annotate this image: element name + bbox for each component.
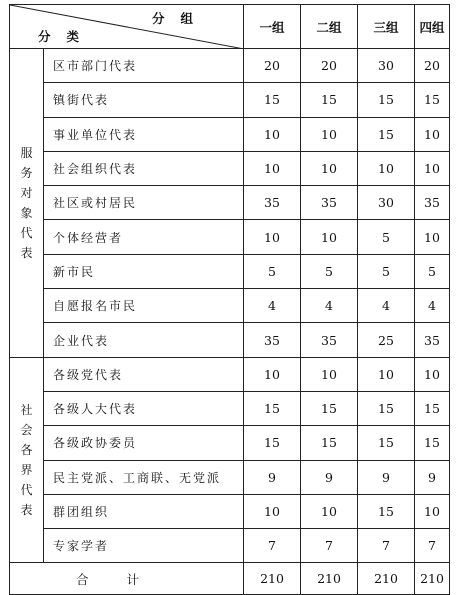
group-3-total: 210 (358, 563, 415, 595)
group-2-value: 35 (301, 186, 358, 220)
group-1-value: 5 (244, 254, 301, 288)
row-label: 镇街代表 (44, 83, 244, 117)
row-label: 各级政协委员 (44, 426, 244, 460)
table-row (10, 494, 450, 528)
section-category-label: 社会各界代表 (20, 403, 33, 518)
group-4-value: 10 (415, 220, 450, 254)
group-4-value: 4 (415, 289, 450, 323)
group-3-value: 15 (358, 83, 415, 117)
row-label: 群团组织 (44, 494, 244, 528)
group-2-value: 15 (301, 391, 358, 425)
group-4-total: 210 (415, 563, 450, 595)
group-1-value: 15 (244, 426, 301, 460)
row-label: 自愿报名市民 (44, 289, 244, 323)
row-label: 专家学者 (44, 529, 244, 563)
table-row (10, 117, 450, 151)
row-label: 个体经营者 (44, 220, 244, 254)
diagonal-header-cell (10, 5, 244, 49)
group-1-value: 35 (244, 186, 301, 220)
table-row (10, 323, 450, 357)
row-label: 社区或村居民 (44, 186, 244, 220)
group-4-value: 15 (415, 391, 450, 425)
group-2-value: 15 (301, 83, 358, 117)
table-row (10, 426, 450, 460)
table-row (10, 529, 450, 563)
group-header-4: 四组 (415, 5, 450, 49)
group-3-value: 5 (358, 220, 415, 254)
table-row (10, 357, 450, 391)
group-2-value: 10 (301, 220, 358, 254)
delegate-allocation-table (9, 4, 450, 595)
group-3-value: 15 (358, 391, 415, 425)
row-label: 民主党派、工商联、无党派 (44, 460, 244, 494)
total-row (10, 563, 450, 595)
group-4-value: 15 (415, 426, 450, 460)
group-3-value: 15 (358, 117, 415, 151)
group-4-value: 20 (415, 49, 450, 83)
group-3-value: 30 (358, 49, 415, 83)
group-3-value: 15 (358, 426, 415, 460)
row-label: 区市部门代表 (44, 49, 244, 83)
group-3-value: 10 (358, 151, 415, 185)
row-label: 社会组织代表 (44, 151, 244, 185)
group-header-1: 一组 (244, 5, 301, 49)
group-2-value: 10 (301, 494, 358, 528)
group-1-value: 10 (244, 151, 301, 185)
group-1-value: 7 (244, 529, 301, 563)
group-4-value: 10 (415, 494, 450, 528)
group-1-value: 15 (244, 391, 301, 425)
row-label: 各级人大代表 (44, 391, 244, 425)
row-label: 各级党代表 (44, 357, 244, 391)
section-category-cell (10, 49, 44, 358)
table-row (10, 83, 450, 117)
group-1-value: 4 (244, 289, 301, 323)
table-row (10, 391, 450, 425)
table-row (10, 49, 450, 83)
table-row (10, 460, 450, 494)
group-3-value: 7 (358, 529, 415, 563)
group-1-value: 10 (244, 357, 301, 391)
group-2-total: 210 (301, 563, 358, 595)
group-4-value: 10 (415, 117, 450, 151)
table-body (10, 5, 450, 595)
group-4-value: 10 (415, 151, 450, 185)
group-4-value: 15 (415, 83, 450, 117)
table-row (10, 151, 450, 185)
group-3-value: 15 (358, 494, 415, 528)
group-1-value: 35 (244, 323, 301, 357)
table-row (10, 186, 450, 220)
group-2-value: 9 (301, 460, 358, 494)
group-4-value: 35 (415, 186, 450, 220)
group-4-value: 9 (415, 460, 450, 494)
group-3-value: 5 (358, 254, 415, 288)
group-header-3: 三组 (358, 5, 415, 49)
group-3-value: 4 (358, 289, 415, 323)
group-2-value: 4 (301, 289, 358, 323)
group-2-value: 35 (301, 323, 358, 357)
group-2-value: 5 (301, 254, 358, 288)
group-2-value: 10 (301, 151, 358, 185)
group-1-value: 10 (244, 220, 301, 254)
group-1-value: 9 (244, 460, 301, 494)
row-label: 新市民 (44, 254, 244, 288)
group-1-value: 15 (244, 83, 301, 117)
group-4-value: 7 (415, 529, 450, 563)
section-category-label: 服务对象代表 (20, 145, 33, 260)
group-3-value: 9 (358, 460, 415, 494)
group-4-value: 10 (415, 357, 450, 391)
group-2-value: 15 (301, 426, 358, 460)
group-4-value: 5 (415, 254, 450, 288)
group-2-value: 10 (301, 117, 358, 151)
group-1-value: 10 (244, 117, 301, 151)
group-2-value: 10 (301, 357, 358, 391)
table-row (10, 220, 450, 254)
total-label: 合计 (10, 563, 244, 595)
group-header-label: 分组 (151, 11, 209, 26)
header-row (10, 5, 450, 49)
row-label: 企业代表 (44, 323, 244, 357)
table-row (10, 289, 450, 323)
group-2-value: 7 (301, 529, 358, 563)
table-row (10, 254, 450, 288)
group-3-value: 30 (358, 186, 415, 220)
section-category-cell (10, 357, 44, 563)
group-4-value: 35 (415, 323, 450, 357)
group-header-2: 二组 (301, 5, 358, 49)
category-header-label: 分类 (38, 29, 96, 44)
group-2-value: 20 (301, 49, 358, 83)
group-1-total: 210 (244, 563, 301, 595)
group-1-value: 10 (244, 494, 301, 528)
group-3-value: 25 (358, 323, 415, 357)
group-1-value: 20 (244, 49, 301, 83)
row-label: 事业单位代表 (44, 117, 244, 151)
group-3-value: 10 (358, 357, 415, 391)
